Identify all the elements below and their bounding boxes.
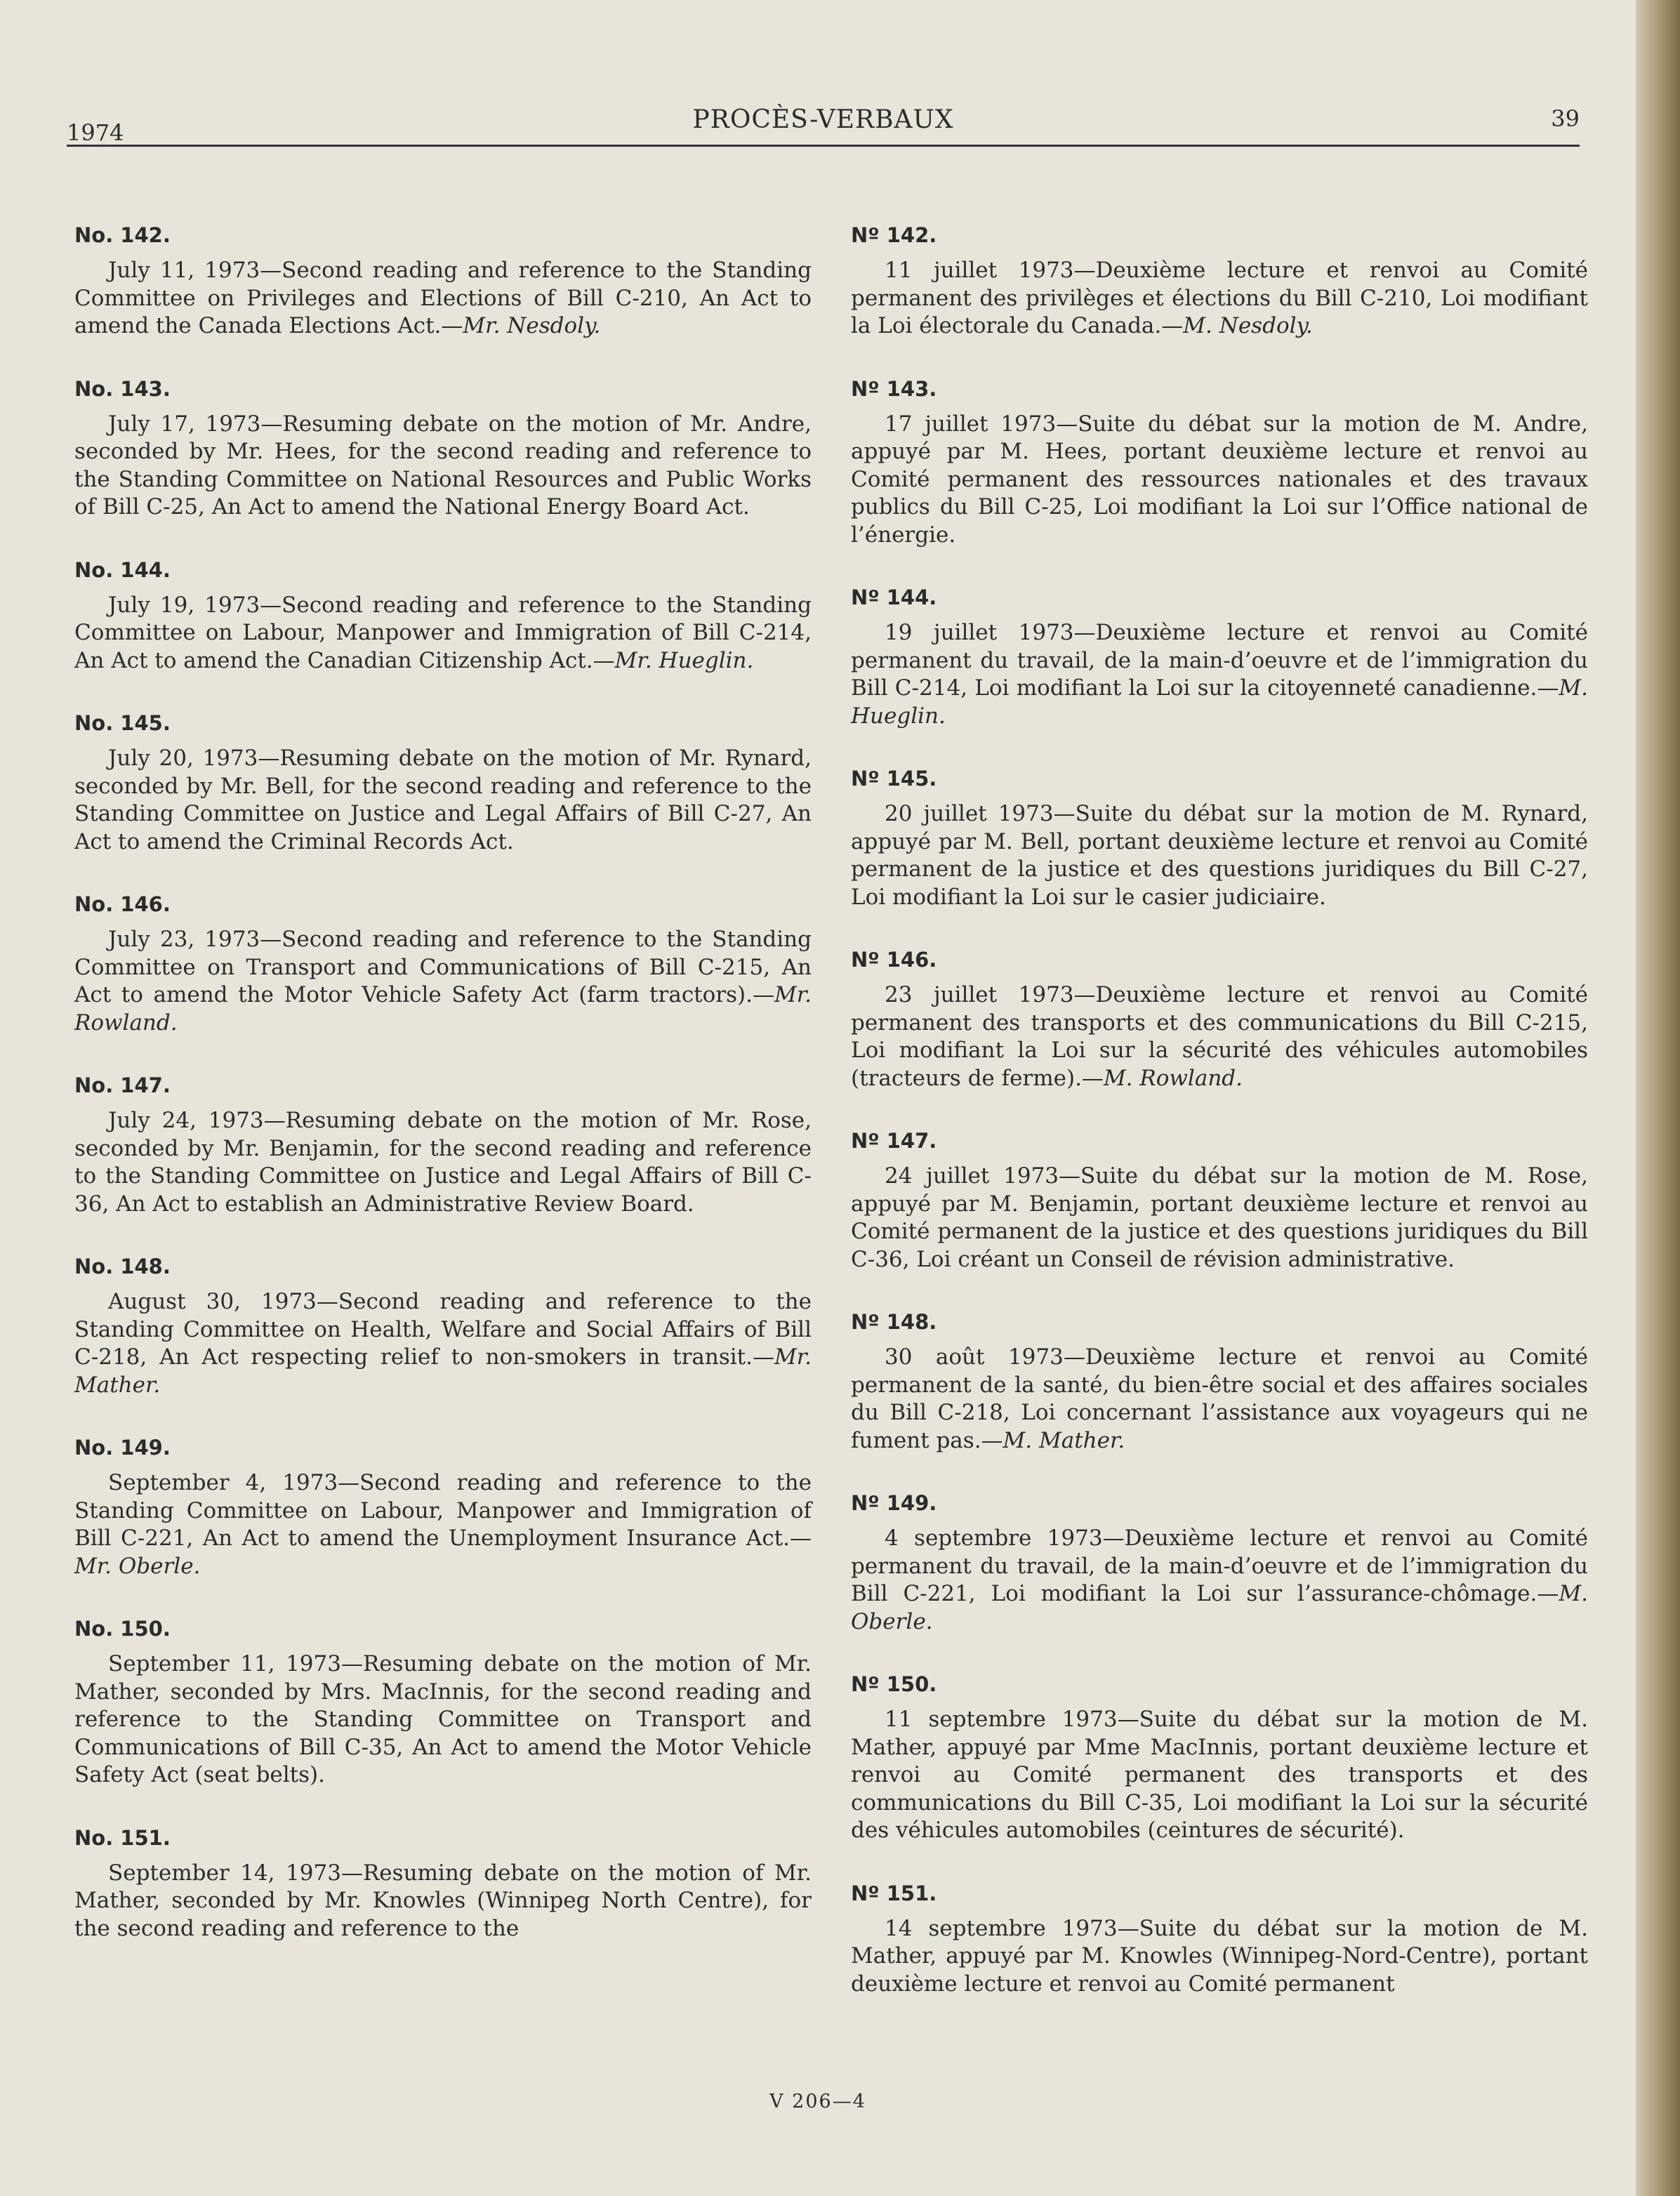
entry-number: No. 146. — [74, 892, 171, 916]
french-entry — [851, 1129, 1588, 1274]
entry-number: Nº 145. — [851, 767, 937, 791]
entry-text: September 14, 1973—Resuming debate on the motion of Mr. Mather, seconded by Mr. Knowles (Winnipeg North Centre), for the second reading and reference to the — [74, 1860, 812, 1941]
header-year: 1974 — [67, 119, 124, 146]
entry-text: July 17, 1973—Resuming debate on the motion of Mr. Andre, seconded by Mr. Hees, for the second reading and reference to the Standing Committee on National Resources and Public Works of Bill C-25, An Act to amend the National Energy Board Act. — [74, 411, 812, 520]
entry-number: No. 144. — [74, 557, 171, 582]
entry-mover: M. Mather. — [1003, 1427, 1125, 1453]
entry-number: No. 142. — [74, 223, 171, 247]
entry-text: September 11, 1973—Resuming debate on the motion of Mr. Mather, seconded by Mrs. MacInnis, for the second reading and reference to the Standing Committee on Transport and Communications of Bill C-35, An Act to amend the Motor Vehicle Safety Act (seat belts). — [74, 1651, 812, 1787]
entry-number: Nº 151. — [851, 1881, 937, 1905]
entry-number: Nº 143. — [851, 376, 937, 401]
page-header — [67, 98, 1580, 147]
entry-text: 17 juillet 1973—Suite du débat sur la motion de M. Andre, appuyé par M. Hees, portant deuxième lecture et renvoi au Comité permanent des ressources nationales et des travaux publics du Bill C-25, Loi modifiant la Loi sur l’Office national de l’énergie. — [851, 411, 1588, 548]
english-entry — [74, 558, 812, 675]
french-entry — [851, 767, 1588, 911]
entry-text: July 23, 1973—Second reading and reference to the Standing Committee on Transport and Communications of Bill C-215, An Act to amend the Motor Vehicle Safety Act (farm tractors).—Mr. Rowland. — [74, 927, 812, 1036]
entry-number: Nº 148. — [851, 1310, 937, 1334]
entry-number: No. 148. — [74, 1255, 171, 1278]
entry-number: No. 147. — [74, 1073, 171, 1097]
entry-mover: Mr. Hueglin. — [614, 647, 754, 673]
entry-mover: Mr. Oberle. — [74, 1553, 201, 1579]
french-entry — [851, 1310, 1588, 1455]
entry-mover: M. Hueglin. — [851, 675, 1588, 729]
french-entry — [851, 1881, 1588, 1999]
entry-text: July 19, 1973—Second reading and reference to the Standing Committee on Labour, Manpower and Immigration of Bill C-214, An Act to amend the Canadian Citizenship Act.—Mr. Hueglin. — [74, 592, 812, 673]
entry-mover: Mr. Rowland. — [74, 982, 812, 1036]
entry-number: No. 151. — [74, 1825, 171, 1850]
french-entry — [851, 377, 1588, 550]
entry-number: Nº 149. — [851, 1491, 937, 1515]
english-entry — [74, 1617, 812, 1790]
entry-text: 23 juillet 1973—Deuxième lecture et renvoi au Comité permanent des transports et des communications du Bill C-215, Loi modifiant la Loi sur la sécurité des véhicules automobiles (tracteurs de ferme).—M. Rowland. — [851, 982, 1588, 1091]
english-entry — [74, 711, 812, 856]
french-entry — [851, 1672, 1588, 1845]
english-entry — [74, 223, 812, 340]
entry-number: No. 143. — [74, 376, 171, 401]
entry-text: July 24, 1973—Resuming debate on the motion of Mr. Rose, seconded by Mr. Benjamin, for the second reading and reference to the Standing Committee on Justice and Legal Affairs of Bill C-36, An Act to establish an Administrative Review Board. — [74, 1108, 812, 1217]
french-entry — [851, 223, 1588, 340]
entry-text: September 4, 1973—Second reading and reference to the Standing Committee on Labour, Manpower and Immigration of Bill C-221, An Act to amend the Unemployment Insurance Act.—Mr. Oberle. — [74, 1470, 812, 1579]
entry-text: July 11, 1973—Second reading and reference to the Standing Committee on Privileges and Elections of Bill C-210, An Act to amend the Canada Elections Act.—Mr. Nesdoly. — [74, 258, 812, 338]
entry-text: 14 septembre 1973—Suite du débat sur la motion de M. Mather, appuyé par M. Knowles (Winnipeg-Nord-Centre), portant deuxième lecture et renvoi au Comité permanent — [851, 1915, 1588, 1997]
entry-number: No. 150. — [74, 1617, 171, 1641]
entry-text: 11 juillet 1973—Deuxième lecture et renvoi au Comité permanent des privilèges et élections du Bill C-210, Loi modifiant la Loi électorale du Canada.—M. Nesdoly. — [851, 258, 1588, 338]
entry-text: 24 juillet 1973—Suite du débat sur la motion de M. Rose, appuyé par M. Benjamin, portant deuxième lecture et renvoi au Comité permanent de la justice et des questions juridiques du Bill C-36, Loi créant un Conseil de révision administrative. — [851, 1163, 1588, 1272]
french-entry — [851, 586, 1588, 730]
english-entry — [74, 1255, 812, 1399]
english-column — [74, 223, 812, 1979]
entry-mover: M. Oberle. — [851, 1581, 1588, 1634]
entry-text: 20 juillet 1973—Suite du débat sur la motion de M. Rynard, appuyé par M. Bell, portant deuxième lecture et renvoi au Comité permanent de la justice et des questions juridiques du Bill C-27, Loi modifiant la Loi sur le casier judiciaire. — [851, 801, 1588, 910]
english-entry — [74, 1436, 812, 1580]
english-entry — [74, 892, 812, 1037]
entry-mover: Mr. Nesdoly. — [463, 313, 601, 338]
entry-text: 19 juillet 1973—Deuxième lecture et renvoi au Comité permanent du travail, de la main-d’oeuvre et de l’immigration du Bill C-214, Loi modifiant la Loi sur la citoyenneté canadienne.—M. Hueglin. — [851, 620, 1588, 729]
entry-number: Nº 150. — [851, 1672, 937, 1696]
entry-number: Nº 144. — [851, 586, 937, 609]
entry-text: 11 septembre 1973—Suite du débat sur la motion de M. Mather, appuyé par Mme MacInnis, portant deuxième lecture et renvoi au Comité permanent des transports et des communications du Bill C-35, Loi modifiant la Loi sur la sécurité des véhicules automobiles (ceintures de sécurité). — [851, 1707, 1588, 1843]
french-entry — [851, 1491, 1588, 1636]
header-title: PROCÈS-VERBAUX — [692, 105, 954, 134]
book-binding-edge — [1636, 0, 1680, 2196]
header-rule — [67, 145, 1580, 147]
entry-text: August 30, 1973—Second reading and reference to the Standing Committee on Health, Welfare and Social Affairs of Bill C-218, An Act respecting relief to non-smokers in transit.—Mr. Mather. — [74, 1289, 812, 1398]
page-footer: V 206—4 — [769, 2091, 866, 2112]
french-column — [851, 223, 1588, 2035]
entry-mover: M. Rowland. — [1103, 1065, 1243, 1091]
entry-text: 30 août 1973—Deuxième lecture et renvoi au Comité permanent de la santé, du bien-être social et des affaires sociales du Bill C-218, Loi concernant l’assistance aux voyageurs qui ne fument pas.—M. Mather. — [851, 1344, 1588, 1453]
entry-number: Nº 147. — [851, 1129, 937, 1153]
entry-number: No. 149. — [74, 1436, 171, 1460]
entry-mover: Mr. Mather. — [74, 1344, 812, 1398]
english-entry — [74, 1826, 812, 1943]
french-entry — [851, 948, 1588, 1092]
english-entry — [74, 1073, 812, 1218]
entry-number: No. 145. — [74, 711, 171, 735]
header-page-number: 39 — [1551, 105, 1580, 132]
entry-number: Nº 142. — [851, 223, 937, 247]
english-entry — [74, 377, 812, 522]
entry-number: Nº 146. — [851, 948, 937, 972]
entry-text: 4 septembre 1973—Deuxième lecture et renvoi au Comité permanent du travail, de la main-d’oeuvre et de l’immigration du Bill C-221, Loi modifiant la Loi sur l’assurance-chômage.—M. Oberle. — [851, 1526, 1588, 1634]
entry-mover: M. Nesdoly. — [1183, 313, 1313, 338]
entry-text: July 20, 1973—Resuming debate on the motion of Mr. Rynard, seconded by Mr. Bell, for the second reading and reference to the Standing Committee on Justice and Legal Affairs of Bill C-27, An Act to amend the Criminal Records Act. — [74, 746, 812, 854]
